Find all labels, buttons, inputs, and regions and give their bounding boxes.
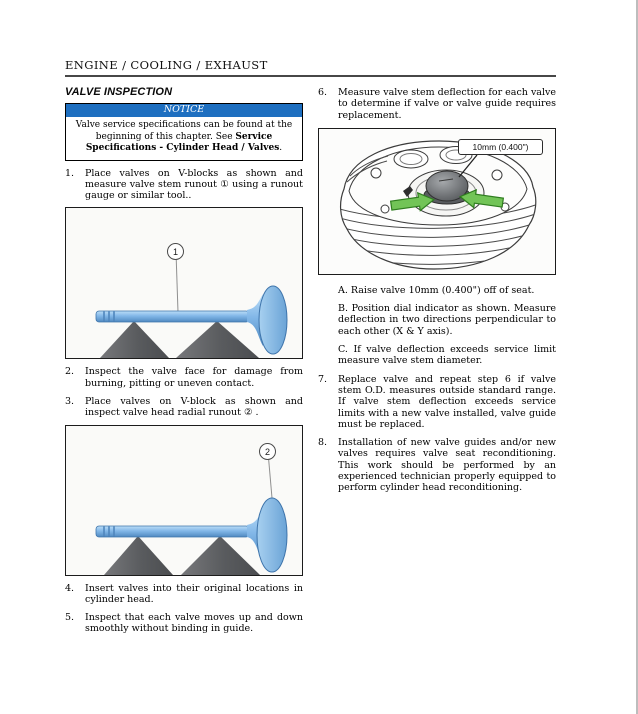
- notice-box: [65, 103, 303, 161]
- step-item-5: [65, 612, 303, 635]
- step-item-2: [65, 366, 303, 389]
- step-item-6: [318, 87, 556, 121]
- notice-text-bold: Service Specifications - Cylinder Head / Valves: [85, 131, 280, 153]
- figure-valve-radial-runout: [65, 425, 303, 576]
- right-column: [318, 87, 556, 494]
- step-item-3: [65, 396, 303, 419]
- v-block-left: [104, 536, 173, 575]
- step-number: 5.: [65, 612, 75, 624]
- substep-c: C. If valve deflection exceeds service limit measure valve stem diameter.: [338, 344, 556, 367]
- valve-on-vblocks-illustration: [66, 208, 302, 358]
- v-block-right: [181, 536, 260, 575]
- step-text: Inspect that each valve moves up and down smoothly without binding in guide.: [85, 612, 303, 635]
- notice-label: NOTICE: [66, 104, 302, 117]
- step-item-7: [318, 374, 556, 430]
- step-text: Place valves on V-blocks as shown and measure valve stem runout ① using a runout gauge or similar tool..: [85, 167, 303, 202]
- chapter-header: ENGINE / COOLING / EXHAUST: [65, 58, 268, 72]
- step-number: 7.: [318, 373, 328, 385]
- substep-a: A. Raise valve 10mm (0.400") off of seat.: [338, 284, 535, 296]
- left-column: [65, 86, 303, 635]
- step-item-8: [318, 437, 556, 493]
- step-number: 3.: [65, 395, 75, 407]
- notice-body: [66, 117, 302, 160]
- step-text: Insert valves into their original locations in cylinder head.: [85, 582, 303, 605]
- notice-text-end: .: [279, 143, 283, 153]
- step-number: 8.: [318, 437, 328, 449]
- step-item-4: [65, 583, 303, 606]
- step-number: 1.: [65, 167, 75, 179]
- step-text: Place valves on V-block as shown and inspect valve head radial runout ② .: [85, 395, 303, 419]
- notice-text-start: Valve service specifications can be found at the beginning of this chapter. See: [75, 120, 293, 142]
- step-text: Inspect the valve face for damage from burning, pitting or uneven contact.: [85, 366, 303, 389]
- figure-valve-stem-runout: [65, 207, 303, 359]
- callout-1: 1: [167, 243, 184, 260]
- step-text: Replace valve and repeat step 6 if valve stem O.D. measures outside standard range. If valve stem deflection exceeds service limits with a new valve installed, valve guide must be replaced.: [338, 373, 556, 430]
- v-block-right: [176, 321, 259, 358]
- step-number: 6.: [318, 87, 328, 98]
- step-number: 2.: [65, 366, 75, 378]
- substep-b: B. Position dial indicator as shown. Measure deflection in two directions perpendicular to each other (X & Y axis).: [338, 303, 556, 337]
- callout-2: 2: [259, 443, 276, 460]
- section-title: VALVE INSPECTION: [65, 86, 173, 98]
- dimension-label: 10mm (0.400"): [458, 139, 543, 155]
- step-item-1: [65, 168, 303, 202]
- figure-valve-deflection: [318, 128, 556, 275]
- v-block-left: [100, 321, 169, 358]
- step-text: Measure valve stem deflection for each valve to determine if valve or valve guide requires replacement.: [338, 87, 556, 121]
- header-rule: [65, 75, 556, 77]
- step-text: Installation of new valve guides and/or new valves requires valve seat reconditioning. This work should be performed by an experienced technician properly equipped to perform cylinder head reconditioning.: [338, 437, 556, 494]
- step-number: 4.: [65, 582, 75, 594]
- callout-leader-line: [176, 252, 178, 312]
